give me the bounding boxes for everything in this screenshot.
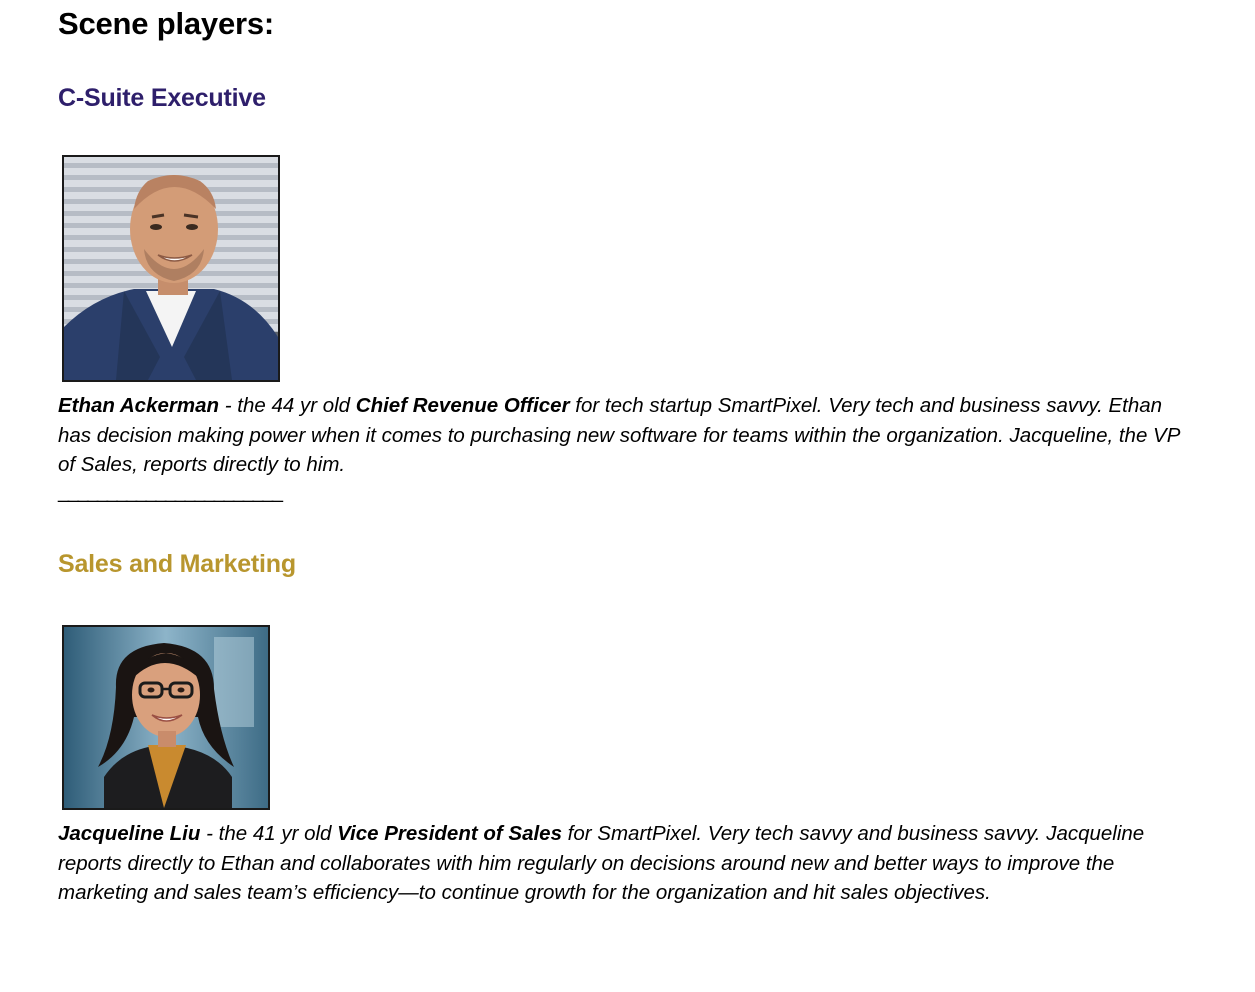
- page-title: Scene players:: [58, 6, 275, 41]
- jacqueline-bio: [58, 819, 1183, 908]
- ethan-bio: [58, 391, 1183, 480]
- jacqueline-name: Jacqueline Liu: [58, 822, 201, 845]
- ethan-name: Ethan Ackerman: [58, 394, 220, 417]
- woman-portrait-image: [64, 627, 268, 808]
- ethan-bio-text-1: - the 44 yr old: [219, 394, 356, 417]
- section-divider: _______________________: [58, 481, 282, 503]
- ethan-bio-text-2: for tech startup SmartPixel. Very tech and business savvy. Ethan has decision making power when it comes to purchasing new software for teams within the organization. Jacqueline, the VP of Sales, reports directly to him.: [58, 394, 1180, 476]
- jacqueline-bio-text-1: - the 41 yr old: [200, 822, 338, 845]
- ethan-role: Chief Revenue Officer: [355, 394, 570, 417]
- jacqueline-bio-text-2: for SmartPixel. Very tech savvy and business savvy. Jacqueline reports directly to Ethan and collaborates with him regularly on decisions around new and better ways to improve the marketing and sales team’s efficiency—to continue growth for the organization and hit sales objectives.: [58, 822, 1145, 904]
- jacqueline-photo: [62, 625, 270, 810]
- jacqueline-role: Vice President of Sales: [337, 822, 562, 845]
- man-portrait-image: [64, 157, 278, 380]
- section-title-c-suite: C-Suite Executive: [58, 84, 266, 112]
- ethan-photo: [62, 155, 280, 382]
- section-title-sales-marketing: Sales and Marketing: [58, 550, 296, 578]
